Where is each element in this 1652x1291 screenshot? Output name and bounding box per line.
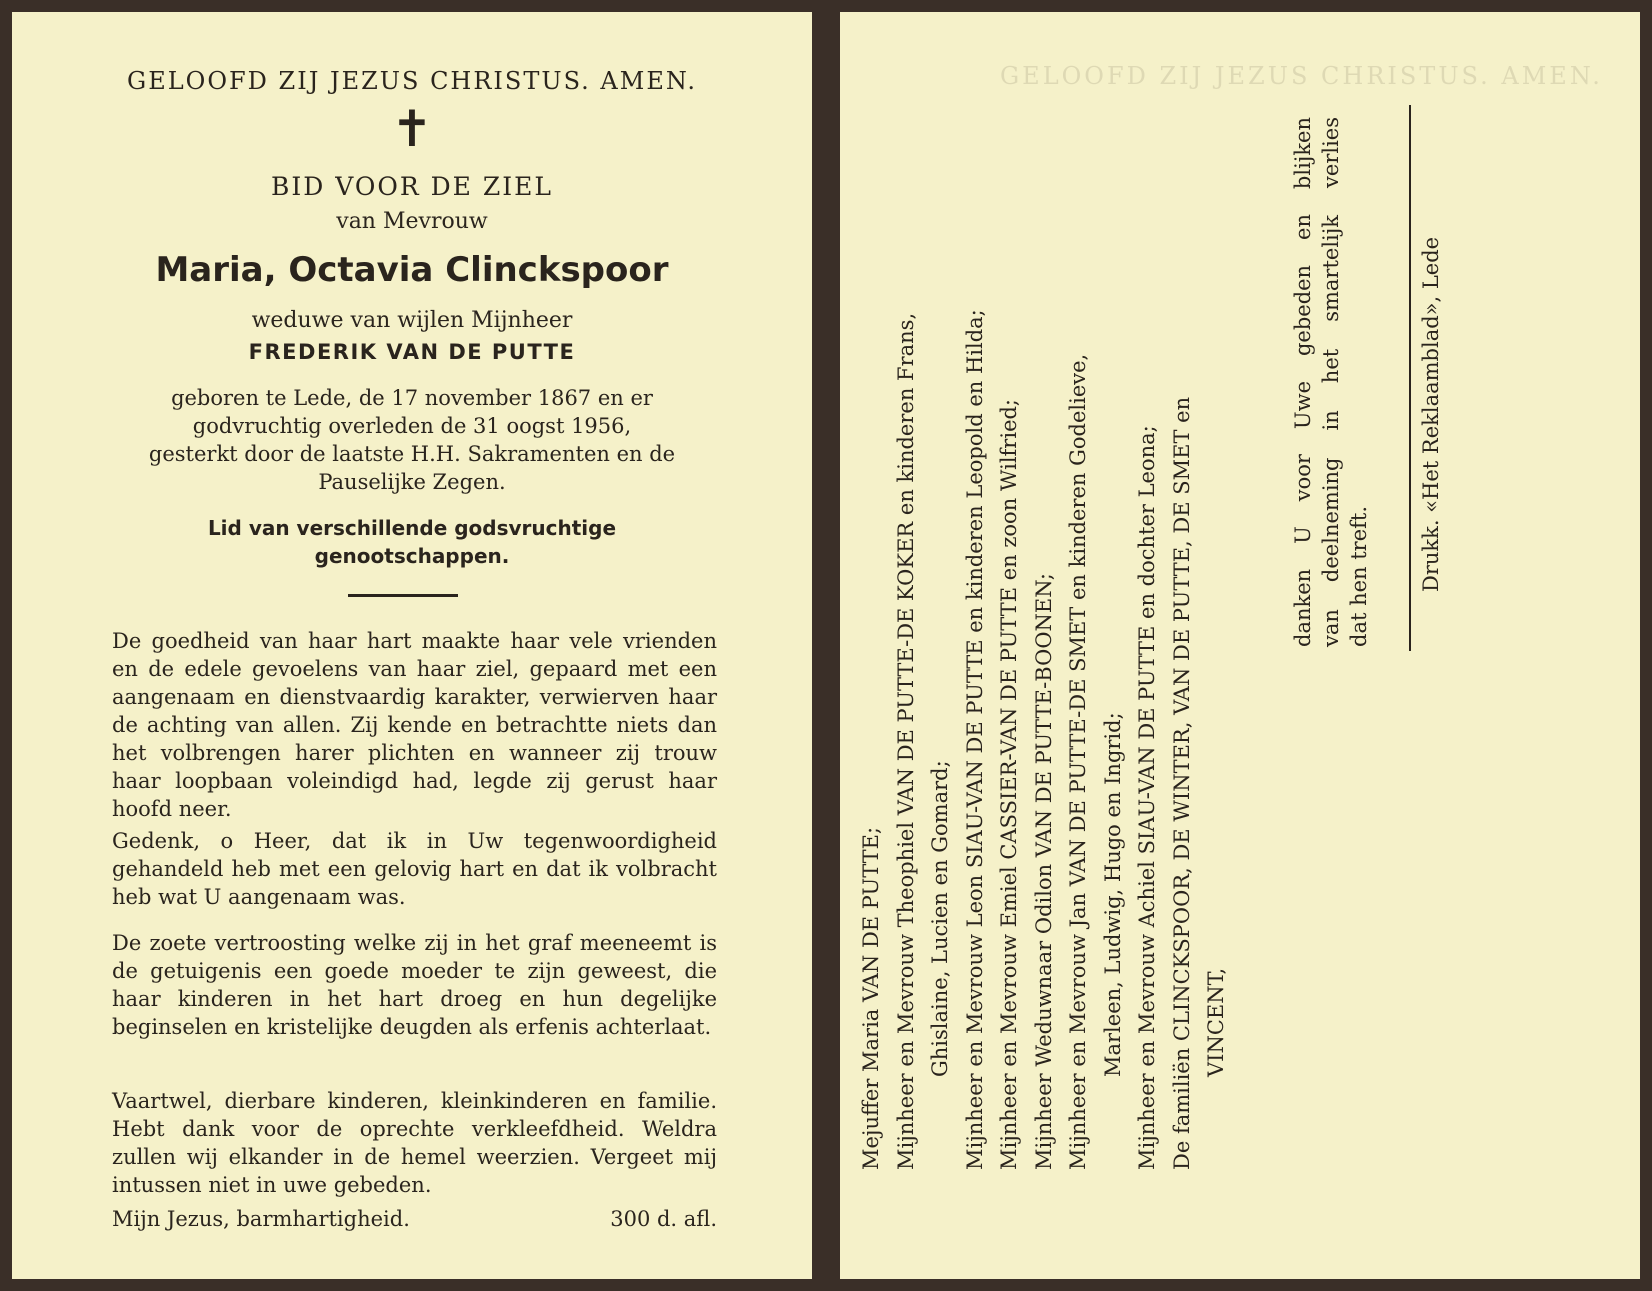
paragraph: Vaartwel, dierbare kinderen, kleinkinderen en familie. Hebt dank voor de oprechte verkleefdheid. Weldra zullen wij elkander in de hemel weerzien. Vergeet mij intussen niet in uwe gebeden. (112, 1089, 717, 1197)
family-line: Mijnheer en Mevrouw Jan VAN DE PUTTE-DE SMET en kinderen Godelieve, (1066, 353, 1090, 1170)
bio-line: godvruchtig overleden de 31 oogst 1956, (192, 414, 632, 438)
footer (112, 1207, 717, 1231)
printer-credit (1417, 237, 1445, 592)
indulgence: 300 d. afl. (610, 1207, 717, 1231)
widow-of: weduwe van wijlen Mijnheer (251, 308, 573, 333)
vertical-rule (1409, 105, 1411, 651)
bio-line: Pauselijke Zegen. (318, 470, 506, 494)
family-line: Mijnheer en Mevrouw Leon SIAU-VAN DE PUTTE en kinderen Leopold en Hilda; (962, 309, 987, 1170)
bleed-through: GELOOFD ZIJ JEZUS CHRISTUS. AMEN. (1000, 62, 1603, 90)
family-line: Marleen, Ludwig, Hugo en Ingrid; (1100, 712, 1125, 1077)
left-card-paper (12, 12, 812, 1279)
pray-for-soul: BID VOOR DE ZIEL (271, 172, 553, 201)
paragraph: De zoete vertroosting welke zij in het graf meeneemt is de getuigenis een goede moeder te zijn geweest, die haar kinderen in het hart droeg en hun degelijke beginselen en kristelijke deugden als erfenis achterlaat. (112, 931, 717, 1039)
paragraph: Gedenk, o Heer, dat ik in Uw tegenwoordigheid gehandeld heb met een gelovig hart en dat ik volbracht heb wat U aangenaam was. (112, 829, 717, 909)
family-line: De familiën CLINCKSPOOR, DE WINTER, VAN DE PUTTE, DE SMET en (1169, 396, 1194, 1170)
prayer-header: GELOOFD ZIJ JEZUS CHRISTUS. AMEN. (127, 67, 697, 95)
thanks-block (1289, 117, 1373, 647)
family-line: Mijnheer Weduwnaar Odilon VAN DE PUTTE-BOONEN; (1031, 573, 1056, 1170)
family-line: Mijnheer en Mevrouw Emiel CASSIER-VAN DE PUTTE en zoon Wilfried; (997, 398, 1021, 1170)
family-list (854, 309, 1234, 1170)
family-line: Ghislaine, Lucien en Gomard; (928, 760, 952, 1077)
right-card (826, 0, 1652, 1291)
divider (348, 594, 458, 597)
cross-icon: ✝ (391, 100, 433, 158)
biography (12, 384, 812, 496)
right-card-paper (840, 12, 1640, 1279)
membership (12, 514, 812, 570)
thanks-line: van deelneming in het smartelijk verlies (1319, 117, 1343, 647)
bio-line: geboren te Lede, de 17 november 1867 en er (171, 386, 653, 410)
invocation: Mijn Jezus, barmhartigheid. (112, 1207, 410, 1231)
deceased-name: Maria, Octavia Clinckspoor (155, 250, 669, 290)
printer-text: Drukk. «Het Reklaamblad», Lede (1419, 236, 1443, 592)
membership-line: genootschappen. (314, 544, 510, 568)
membership-line: Lid van verschillende godsvruchtige (207, 516, 617, 540)
paragraph: De goedheid van haar hart maakte haar vele vrienden en de edele gevoelens van haar ziel, gepaard met een aangenaam en dienstvaardig karakter, verwierven haar de achting van allen. Zij kende en betrachtte niets dan het volbrengen harer plichten en wanneer zij trouw haar loopbaan voleindigd had, legde zij gerust haar hoofd neer. (112, 629, 717, 821)
thanks-line: dat hen treft. (1347, 505, 1371, 647)
family-line: VINCENT, (1204, 967, 1228, 1077)
family-line: Mijnheer en Mevrouw Achiel SIAU-VAN DE PUTTE en dochter Leona; (1135, 425, 1159, 1170)
family-line: Mejuffer Maria VAN DE PUTTE; (859, 826, 883, 1170)
family-line: Mijnheer en Mevrouw Theophiel VAN DE PUTTE-DE KOKER en kinderen Frans, (893, 312, 918, 1170)
thanks-line: danken U voor Uwe gebeden en blijken (1291, 117, 1315, 647)
husband-name: FREDERIK VAN DE PUTTE (248, 340, 576, 364)
bio-line: gesterkt door de laatste H.H. Sakramenten en de (148, 442, 676, 466)
van-mevrouw: van Mevrouw (336, 209, 488, 234)
